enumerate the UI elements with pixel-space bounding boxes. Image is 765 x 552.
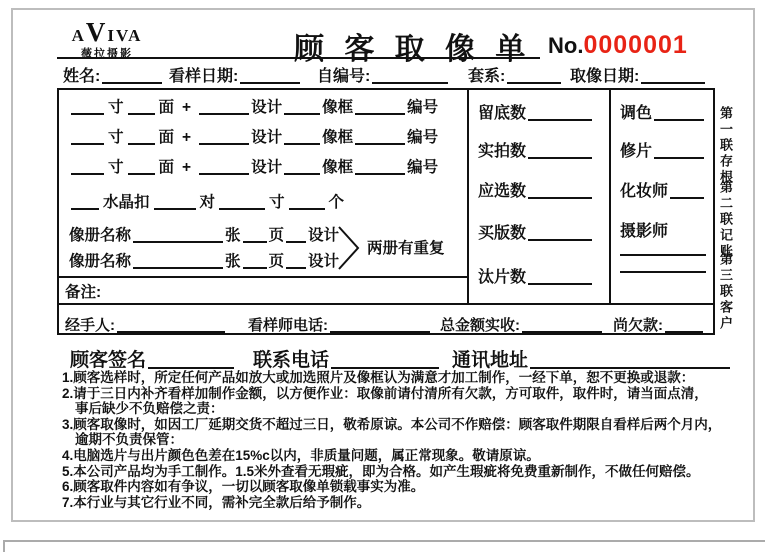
blank-line — [219, 196, 265, 210]
blank-line — [154, 196, 196, 210]
blank-line — [286, 255, 306, 269]
field-name: 姓名: — [63, 63, 164, 86]
blank-line — [71, 101, 104, 115]
staff-row-retouch: 修片 — [620, 138, 706, 161]
blank-line — [331, 352, 439, 369]
term-line: 7.本行业与其它行业不同，需补完全款后给予制作。 — [62, 494, 371, 510]
copy-label-accounting: 第二联记账 — [718, 180, 733, 260]
blank-line — [284, 101, 320, 115]
blank-line — [117, 319, 225, 333]
blank-line — [284, 131, 320, 145]
blank-line — [355, 131, 405, 145]
brand-logo — [64, 17, 150, 60]
product-row-2: 寸 面 + 设计 像框 编号 — [69, 125, 438, 147]
copy-label-stub: 第一联存根 — [718, 106, 733, 186]
blank-line — [128, 101, 155, 115]
term-line: 5.本公司产品均为手工制作。1.5米外查看无瑕疵，即为合格。如产生瑕疵将免费重新制作，不做任何赔偿。 — [62, 463, 700, 479]
blank-line — [240, 69, 300, 84]
duplicate-brace-icon — [337, 225, 361, 271]
term-line: 2.请于三日内补齐看样加制作金额，以方便作业：取像前请付清所有欠款，方可取件，取件时，请当面点清， — [62, 385, 708, 401]
count-row-discard: 汰片数 — [478, 264, 594, 287]
blank-line — [507, 69, 561, 84]
term-line: 事后缺少不负赔偿之责： — [75, 401, 224, 417]
blank-line — [243, 255, 267, 269]
count-row-buy: 买版数 — [478, 220, 594, 243]
field-handler: 经手人: — [65, 314, 227, 335]
field-total-received: 总金额实收: — [440, 314, 604, 335]
blank-line — [522, 319, 602, 333]
product-row-3: 寸 面 + 设计 像框 编号 — [69, 155, 438, 177]
field-self-number: 自编号: — [317, 63, 450, 86]
album-row-1: 像册名称 张 页 设计 — [69, 227, 340, 244]
blank-line — [528, 270, 592, 285]
blank-line — [148, 352, 234, 369]
field-balance-due: 尚欠款: — [613, 314, 705, 335]
blank-line — [620, 271, 706, 273]
main-grid — [57, 88, 715, 335]
field-contact-phone: 联系电话 — [253, 345, 441, 372]
blank-line — [102, 69, 162, 84]
blank-line — [128, 131, 155, 145]
blank-line — [128, 161, 155, 175]
blank-line — [284, 161, 320, 175]
term-line: 4.电脑选片与出片颜色色差在15%c以内，非质量问题，属正常现象。敬请原谅。 — [62, 447, 540, 463]
field-customer-signature: 顾客签名 — [70, 345, 236, 372]
remarks-label: 备注: — [65, 284, 102, 301]
blank-line — [528, 184, 592, 199]
column-divider — [609, 90, 611, 303]
field-mailing-address: 通讯地址 — [452, 345, 732, 372]
blank-line — [286, 229, 306, 243]
blank-line — [654, 106, 704, 121]
term-line: 6.顾客取件内容如有争议，一切以顾客取像单锁载事实为准。 — [62, 479, 425, 495]
blank-line — [528, 144, 592, 159]
album-row-2: 像册名称 张 页 设计 — [69, 253, 340, 270]
blank-line — [355, 161, 405, 175]
blank-line — [133, 229, 223, 243]
blank-line — [133, 255, 223, 269]
blank-line — [670, 184, 704, 199]
serial-number-label: No. — [548, 33, 584, 58]
count-row-shot: 实拍数 — [478, 138, 594, 161]
blank-line — [530, 352, 730, 369]
form-title: 顾 客 取 像 单 — [294, 33, 532, 66]
blank-line — [665, 319, 703, 333]
duplicate-note: 两册有重复 — [367, 240, 445, 257]
staff-row-makeup: 化妆师 — [620, 178, 706, 201]
blank-line — [330, 319, 430, 333]
blank-line — [199, 101, 249, 115]
blank-line — [243, 229, 267, 243]
field-sampler-phone: 看样师电话: — [248, 314, 432, 335]
blank-line — [199, 131, 249, 145]
product-row-1: 寸 面 + 设计 像框 编号 — [69, 95, 438, 117]
next-sheet-edge — [3, 540, 765, 552]
brand-logo-text: AVIVA — [71, 17, 143, 47]
blank-line — [71, 131, 104, 145]
blank-line — [641, 69, 705, 84]
blank-line — [654, 144, 704, 159]
header-rule — [57, 57, 540, 59]
copy-label-customer: 第三联客户 — [718, 252, 733, 332]
crystal-row: 水晶扣 对 寸 个 — [69, 190, 346, 212]
term-line: 逾期不负责保管： — [75, 432, 183, 448]
term-line: 1.顾客选样时，所定任何产品如放大或加选照片及像框认为满意才加工制作，一经下单，恕不更换或退款： — [62, 370, 695, 385]
column-divider — [467, 90, 469, 303]
handler-row-divider — [59, 303, 713, 305]
terms-list — [62, 370, 746, 510]
blank-line — [528, 226, 592, 241]
blank-line — [355, 101, 405, 115]
field-package: 套系: — [468, 63, 563, 86]
term-line: 3.顾客取像时，如因工厂延期交货不超过三日，敬希原谅。本公司不作赔偿：顾客取件期限自看样后两个月内， — [62, 416, 722, 432]
serial-number-value: 0000001 — [583, 31, 688, 59]
blank-line — [71, 161, 104, 175]
serial-number — [548, 31, 688, 60]
field-sample-date: 看样日期: — [169, 63, 302, 86]
field-pickup-date: 取像日期: — [570, 63, 707, 86]
blank-line — [289, 196, 325, 210]
staff-row-photographer: 摄影师 — [620, 223, 669, 240]
blank-line — [372, 69, 448, 84]
remarks-divider — [59, 276, 467, 278]
blank-line — [528, 106, 592, 121]
brand-logo-subtext: 薇拉摄影 — [81, 48, 133, 60]
blank-line — [71, 196, 99, 210]
count-row-keep: 留底数 — [478, 100, 594, 123]
blank-line — [620, 254, 706, 256]
staff-row-toning: 调色 — [620, 100, 706, 123]
blank-line — [199, 161, 249, 175]
count-row-select: 应选数 — [478, 178, 594, 201]
